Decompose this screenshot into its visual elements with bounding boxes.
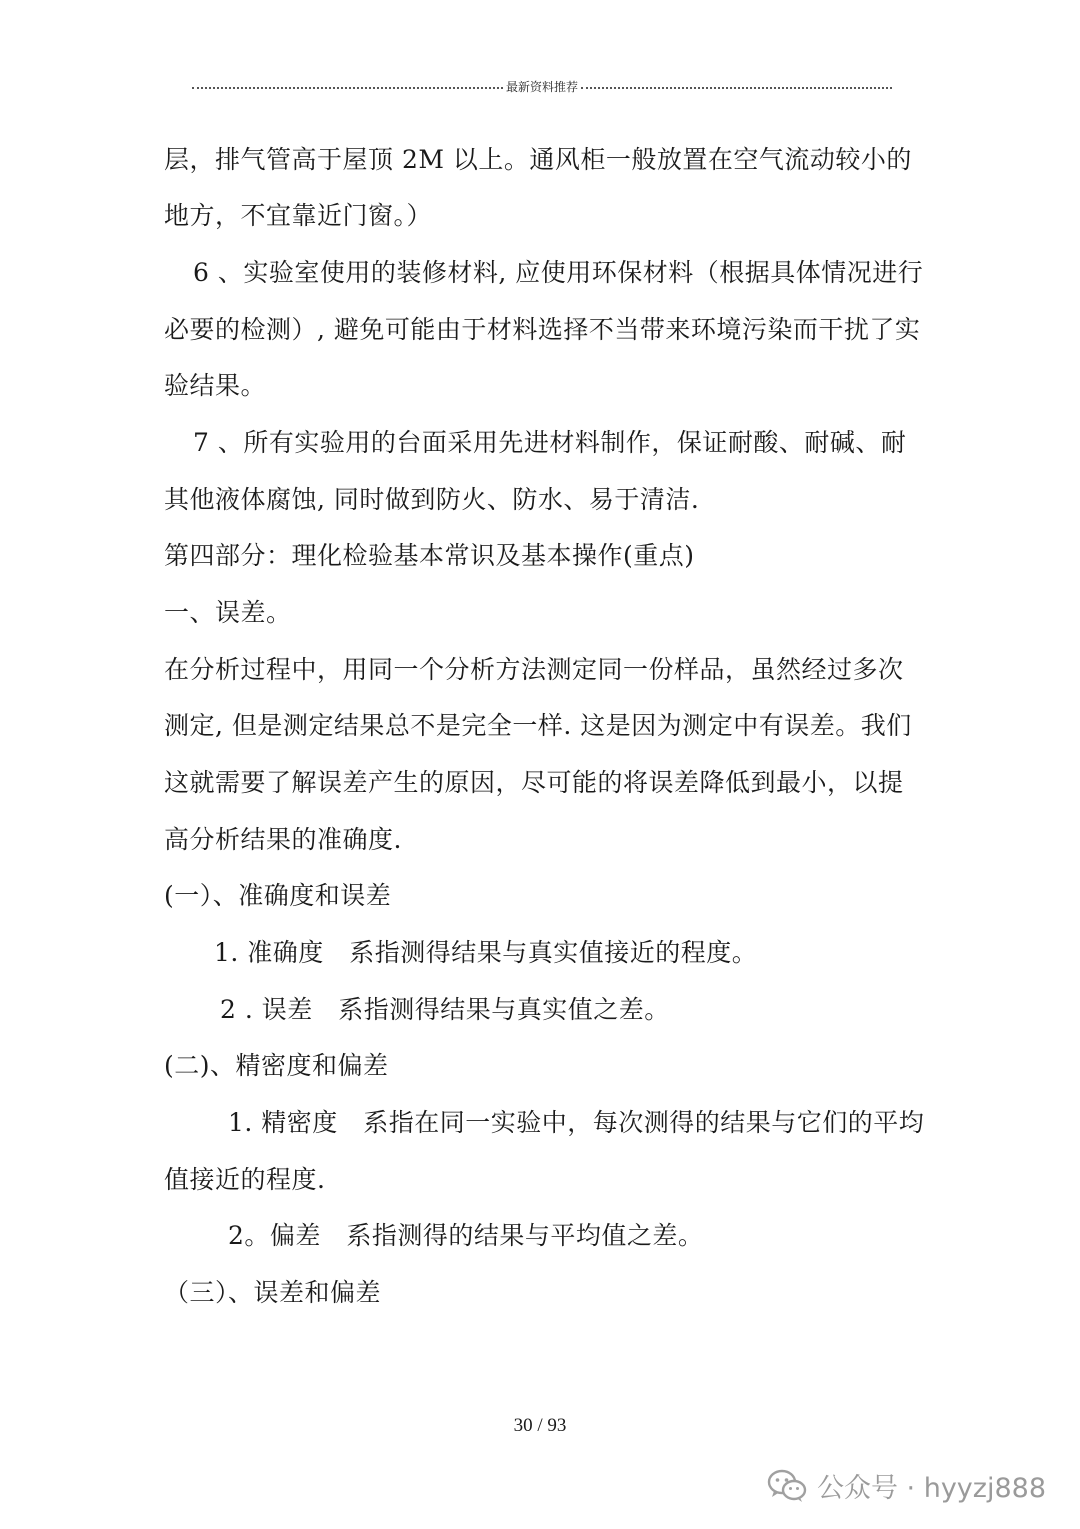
definition-line: 2。偏差 系指测得的结果与平均值之差。 bbox=[228, 1221, 704, 1250]
body-line: 这就需要了解误差产生的原因，尽可能的将误差降低到最小，以提 bbox=[164, 768, 904, 797]
wechat-icon bbox=[767, 1469, 807, 1503]
definition-line: 1. 精密度 系指在同一实验中，每次测得的结果与它们的平均 bbox=[228, 1108, 925, 1137]
body-line: 在分析过程中，用同一个分析方法测定同一份样品，虽然经过多次 bbox=[164, 655, 904, 684]
header-dotted-rule-right bbox=[581, 87, 892, 89]
section-heading: 第四部分：理化检验基本常识及基本操作(重点) bbox=[164, 541, 695, 570]
body-line: 6 、实验室使用的装修材料, 应使用环保材料（根据具体情况进行 bbox=[193, 258, 924, 287]
page-number: 30 / 93 bbox=[513, 1415, 567, 1436]
body-line: 其他液体腐蚀, 同时做到防火、防水、易于清洁. bbox=[164, 485, 700, 514]
watermark-text: 公众号 · hyyzj888 bbox=[816, 1473, 1046, 1504]
definition-line: 2 . 误差 系指测得结果与真实值之差。 bbox=[220, 995, 670, 1024]
body-line: 测定, 但是测定结果总不是完全一样. 这是因为测定中有误差。我们 bbox=[164, 711, 912, 740]
subsection-heading: 一、误差。 bbox=[164, 598, 292, 627]
body-line: 值接近的程度. bbox=[164, 1165, 326, 1194]
body-line: 高分析结果的准确度. bbox=[164, 825, 402, 854]
body-line: 7 、所有实验用的台面采用先进材料制作，保证耐酸、耐碱、耐 bbox=[193, 428, 907, 457]
header-title: 最新资料推荐 bbox=[506, 79, 579, 94]
body-line: 必要的检测）, 避免可能由于材料选择不当带来环境污染而干扰了实 bbox=[164, 315, 921, 344]
subsection-heading: (二)、精密度和偏差 bbox=[164, 1051, 389, 1080]
body-line: 层，排气管高于屋顶 2M 以上。通风柜一般放置在空气流动较小的 bbox=[164, 145, 912, 174]
body-line: 验结果。 bbox=[164, 371, 267, 400]
header-dotted-rule-left bbox=[192, 87, 503, 89]
definition-line: 1. 准确度 系指测得结果与真实值接近的程度。 bbox=[214, 938, 758, 967]
subsection-heading: （三）、误差和偏差 bbox=[164, 1278, 382, 1307]
page-header bbox=[192, 76, 892, 96]
body-line: 地方，不宜靠近门窗。） bbox=[164, 201, 433, 230]
subsection-heading: (一）、准确度和误差 bbox=[164, 881, 392, 910]
watermark bbox=[767, 1466, 1046, 1505]
